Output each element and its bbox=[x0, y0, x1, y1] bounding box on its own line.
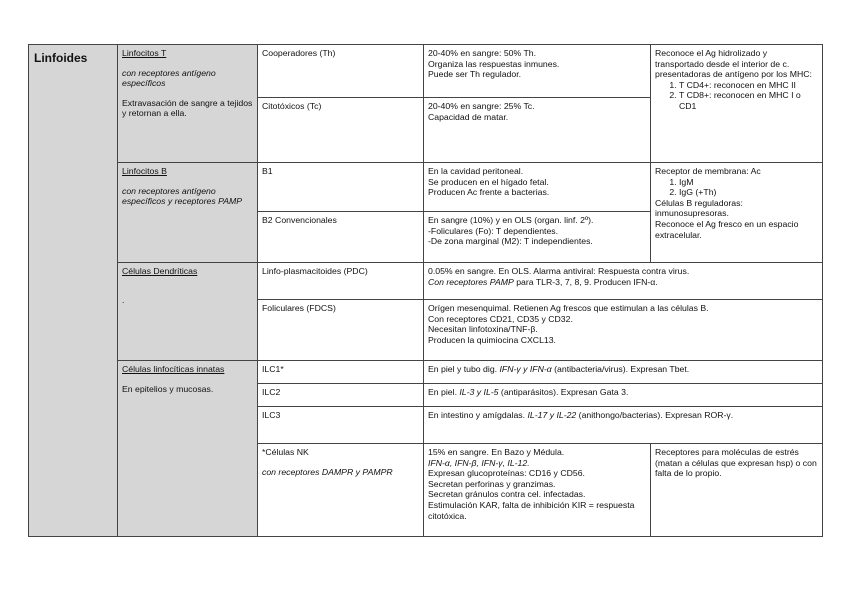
nk-line: 15% en sangre. En Bazo y Médula. bbox=[428, 447, 565, 457]
t-coop-line: 20-40% en sangre: 50% Th. bbox=[428, 48, 537, 58]
b-subtitle: con receptores antígeno específicos y receptores PAMP bbox=[122, 185, 243, 207]
t-extra-list bbox=[655, 80, 818, 112]
row-ilc1 bbox=[29, 361, 823, 384]
pdc-name-cell bbox=[258, 263, 424, 300]
fdcs-name-cell bbox=[258, 300, 424, 361]
ilc1-italic: IFN-γ y IFN-α bbox=[499, 364, 552, 374]
ilc3-post: (anithongo/bacterias). Expresan ROR-γ. bbox=[576, 410, 734, 420]
b2-name: B2 Convencionales bbox=[262, 215, 337, 225]
b2-desc bbox=[424, 212, 651, 263]
b1-line: En la cavidad peritoneal. bbox=[428, 166, 524, 176]
ilc2-name-cell bbox=[258, 384, 424, 407]
fdcs-name: Foliculares (FDCS) bbox=[262, 303, 336, 313]
nk-desc bbox=[424, 444, 651, 537]
t-cito-desc bbox=[424, 98, 651, 163]
nk-name: *Células NK bbox=[262, 447, 309, 457]
t-extra-item: 1. T CD4+: reconocen en MHC II bbox=[679, 80, 818, 91]
b1-name: B1 bbox=[262, 166, 273, 176]
category-label: Linfoides bbox=[34, 51, 88, 65]
t-cell-group bbox=[118, 45, 258, 163]
fdcs-line: Producen la quimiocina CXCL13. bbox=[428, 334, 556, 345]
b-title: Linfocitos B bbox=[122, 166, 167, 176]
dc-title: Células Dendríticas bbox=[122, 266, 198, 276]
b2-line: -Foliculares (Fo): T dependientes. bbox=[428, 225, 559, 236]
t-note: Extravasación de sangre a tejidos y retornan a ella. bbox=[122, 97, 253, 119]
b2-line: En sangre (10%) y en OLS (organ. linf. 2º). bbox=[428, 215, 594, 225]
ilc2-post: (antiparásitos). Expresan Gata 3. bbox=[498, 387, 629, 397]
t-extra bbox=[651, 45, 823, 163]
nk-line: Secretan gránulos contra cel. infectadas. bbox=[428, 489, 586, 500]
fdcs-line: Necesitan linfotoxina/TNF-β. bbox=[428, 324, 538, 335]
category-cell bbox=[29, 45, 118, 537]
ilc-note: En epitelios y mucosas. bbox=[122, 383, 214, 394]
nk-line: Secretan perforinas y granzimas. bbox=[428, 478, 556, 489]
b-extra-after: Células B reguladoras: inmunosupresoras. bbox=[655, 197, 743, 219]
ilc-title: Células linfocíticas innatas bbox=[122, 364, 225, 374]
ilc3-desc bbox=[424, 407, 823, 444]
ilc1-desc bbox=[424, 361, 823, 384]
nk-line: Estimulación KAR, falta de inhibición KIR = respuesta citotóxica. bbox=[428, 500, 635, 521]
t-coop-desc bbox=[424, 45, 651, 98]
t-coop-line: Puede ser Th regulador. bbox=[428, 69, 522, 80]
pdc-line2-rest: para TLR-3, 7, 8, 9. Producen IFN-α. bbox=[513, 276, 658, 287]
nk-name-cell bbox=[258, 444, 424, 537]
dc-dot: . bbox=[122, 294, 125, 305]
t-cito-line: 20-40% en sangre: 25% Tc. bbox=[428, 101, 535, 111]
t-cito-line: Capacidad de matar. bbox=[428, 111, 509, 122]
ilc3-pre: En intestino y amígdalas. bbox=[428, 410, 528, 420]
ilc1-post: (antibacteria/virus). Expresan Tbet. bbox=[551, 364, 690, 374]
row-dc-pdc bbox=[29, 263, 823, 300]
b2-line: -De zona marginal (M2): T independientes. bbox=[428, 236, 593, 247]
b1-name-cell bbox=[258, 163, 424, 212]
row-b1 bbox=[29, 163, 823, 212]
t-subtitle: con receptores antígeno específicos bbox=[122, 67, 216, 89]
lymphoid-cells-table bbox=[28, 44, 823, 537]
nk-sub: con receptores DAMPR y PAMPR bbox=[262, 466, 393, 477]
ilc1-name: ILC1* bbox=[262, 364, 284, 374]
ilc-group bbox=[118, 361, 258, 537]
nk-line: Expresan glucoproteínas: CD16 y CD56. bbox=[428, 468, 585, 479]
t-title: Linfocitos T bbox=[122, 48, 167, 58]
b-extra-after: Reconoce el Ag fresco en un espacio extracelular. bbox=[655, 219, 799, 240]
fdcs-desc bbox=[424, 300, 823, 361]
t-cito-name-cell bbox=[258, 98, 424, 163]
b1-desc bbox=[424, 163, 651, 212]
pdc-line2-italic: Con receptores PAMP bbox=[428, 276, 514, 287]
row-t-cooperadores bbox=[29, 45, 823, 98]
b-extra-item: 1. IgM bbox=[679, 177, 818, 188]
pdc-desc bbox=[424, 263, 823, 300]
t-cito-name: Citotóxicos (Tc) bbox=[262, 101, 322, 111]
nk-line-italic: IFN-α, IFN-β, IFN-γ, IL-12. bbox=[428, 457, 530, 468]
t-coop-name: Cooperadores (Th) bbox=[262, 48, 336, 58]
dc-group bbox=[118, 263, 258, 361]
t-extra-item: 2. T CD8+: reconocen en MHC I o CD1 bbox=[679, 90, 818, 111]
b1-line: Se producen en el hígado fetal. bbox=[428, 176, 549, 187]
nk-extra-text: Receptores para moléculas de estrés (matan a células que expresan hsp) o con falta de lo propio. bbox=[655, 447, 817, 479]
t-coop-name-cell bbox=[258, 45, 424, 98]
ilc2-pre: En piel. bbox=[428, 387, 460, 397]
pdc-name: Linfo-plasmacitoides (PDC) bbox=[262, 266, 368, 276]
ilc1-pre: En piel y tubo dig. bbox=[428, 364, 500, 374]
b-extra-intro: Receptor de membrana: Ac bbox=[655, 166, 761, 176]
b-cell-group bbox=[118, 163, 258, 263]
ilc2-desc bbox=[424, 384, 823, 407]
ilc2-italic: IL-3 y IL-5 bbox=[459, 387, 499, 397]
b-extra bbox=[651, 163, 823, 263]
b-extra-list bbox=[655, 177, 818, 198]
b1-line: Producen Ac frente a bacterias. bbox=[428, 187, 550, 198]
ilc2-name: ILC2 bbox=[262, 387, 281, 397]
pdc-line1: 0.05% en sangre. En OLS. Alarma antiviral: Respuesta contra virus. bbox=[428, 266, 690, 276]
ilc3-name: ILC3 bbox=[262, 410, 281, 420]
b-extra-item: 2. IgG (+Th) bbox=[679, 187, 818, 198]
t-extra-intro: Reconoce el Ag hidrolizado y transportado desde el interior de c. presentadoras de antígeno por los MHC: bbox=[655, 48, 812, 80]
b2-name-cell bbox=[258, 212, 424, 263]
fdcs-line: Con receptores CD21, CD35 y CD32. bbox=[428, 313, 573, 324]
pdc-line2 bbox=[428, 277, 818, 288]
ilc3-name-cell bbox=[258, 407, 424, 444]
fdcs-line: Orígen mesenquimal. Retienen Ag frescos que estimulan a las células B. bbox=[428, 303, 709, 313]
nk-extra bbox=[651, 444, 823, 537]
t-coop-line: Organiza las respuestas inmunes. bbox=[428, 58, 560, 69]
ilc1-name-cell bbox=[258, 361, 424, 384]
ilc3-italic: IL-17 y IL-22 bbox=[527, 410, 577, 420]
